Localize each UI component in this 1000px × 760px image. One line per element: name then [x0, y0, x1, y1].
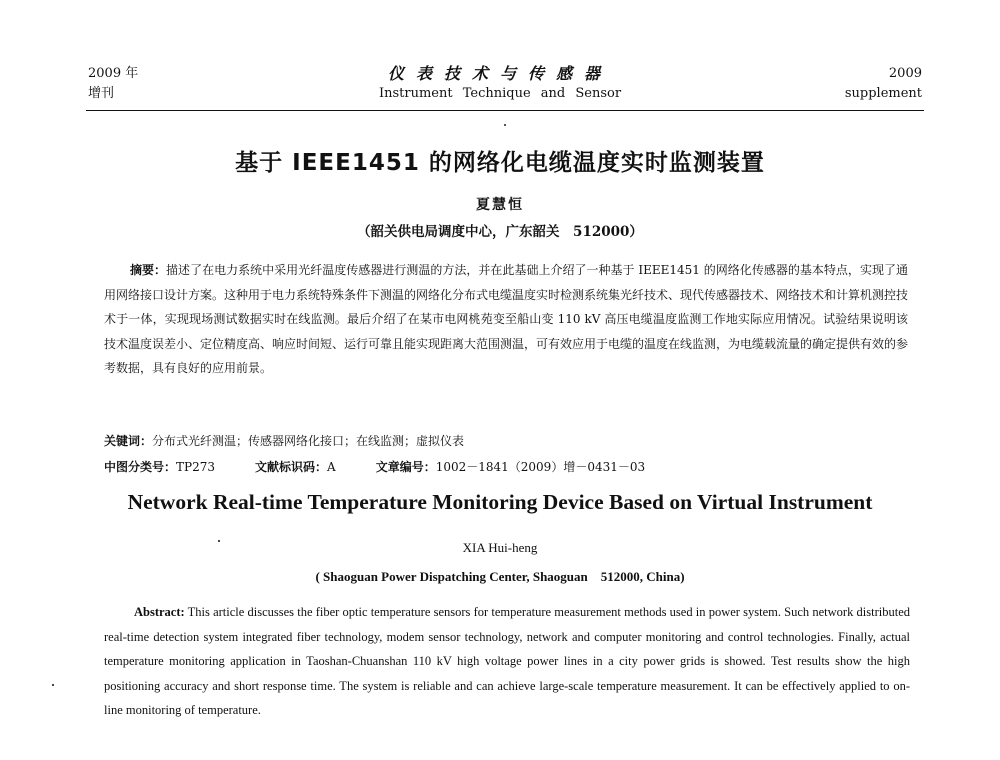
- affiliation-cn: （韶关供电局调度中心，广东韶关 512000）: [357, 224, 643, 240]
- clc-value: TP273: [176, 460, 215, 474]
- abstract-en-label: Abstract:: [134, 605, 185, 619]
- decorative-dot: [504, 124, 506, 126]
- header-right: [845, 64, 922, 104]
- abstract-en: [104, 600, 910, 723]
- doc-code-value: A: [327, 460, 336, 474]
- abstract-en-text: This article discusses the fiber optic temperature sensors for temperature measurement methods used in power system. Such network distributed real-time detection system integrated fiber technology, modem sensor technology, network and computer monitoring and control technologies. Finally, actual temperature monitoring application in Taoshan-Chuanshan 110 kV high voltage power lines in a city power grids is showed. Test results show the high positioning accuracy and short response time. The system is reliable and can achieve large-scale temperature measurement. It can be effectively applied to on-line monitoring of temperature.: [104, 605, 911, 717]
- abstract-cn-text: 描述了在电力系统中采用光纤温度传感器进行测温的方法，并在此基础上介绍了一种基于 IEEE1451 的网络化传感器的基本特点，实现了通用网络接口设计方案。这种用于电力系统特殊条件下测温的网络化分布式电缆温度实时检测系统集光纤技术、现代传感器技术、网络技术和计算机测控技术于一体，实现现场测试数据实时在线监测。最后介绍了在某市电网桃苑变至船山变 110 kV 高压电缆温度监测工作地实际应用情况。试验结果说明该技术温度误差小、定位精度高、响应时间短、运行可靠且能实现距离大范围测温，可有效应用于电缆的温度在线监测，为电缆载流量的确定提供有效的参考数据，具有良好的应用前景。: [104, 263, 909, 375]
- keywords-label: 关键词：: [104, 434, 153, 448]
- header-issue-en: supplement: [844, 86, 922, 101]
- classification-line: [104, 456, 908, 478]
- title-cn: 基于 IEEE1451 的网络化电缆温度实时监测装置: [235, 150, 765, 176]
- doc-code-label: 文献标识码：: [255, 460, 328, 474]
- journal-name-cn: 仪表技术与传感器: [387, 64, 612, 83]
- affiliation-en: ( Shaoguan Power Dispatching Center, Shaoguan 512000, China): [315, 569, 685, 584]
- clc-label: 中图分类号：: [104, 460, 177, 474]
- keywords-cn: [104, 430, 908, 452]
- journal-name-en: Instrument Technique and Sensor: [378, 86, 622, 101]
- title-en: Network Real-time Temperature Monitoring Device Based on Virtual Instrument: [127, 490, 873, 514]
- scan-speck: [52, 684, 54, 686]
- header-year-en: 2009: [888, 66, 922, 81]
- abstract-cn: [104, 258, 908, 381]
- abstract-cn-label: 摘要：: [130, 263, 167, 277]
- scan-speck: [218, 540, 220, 542]
- header-issue-cn: 增刊: [88, 86, 115, 101]
- header-rule: [86, 110, 924, 111]
- article-no-value: 1002－1841（2009）增－0431－03: [435, 460, 646, 474]
- keywords-text: 分布式光纤测温；传感器网络化接口；在线监测；虚拟仪表: [152, 434, 465, 448]
- header-year-cn: 2009 年: [88, 66, 139, 81]
- author-cn: 夏慧恒: [476, 197, 524, 213]
- article-no-label: 文章编号：: [375, 460, 436, 474]
- author-en: XIA Hui-heng: [462, 540, 538, 555]
